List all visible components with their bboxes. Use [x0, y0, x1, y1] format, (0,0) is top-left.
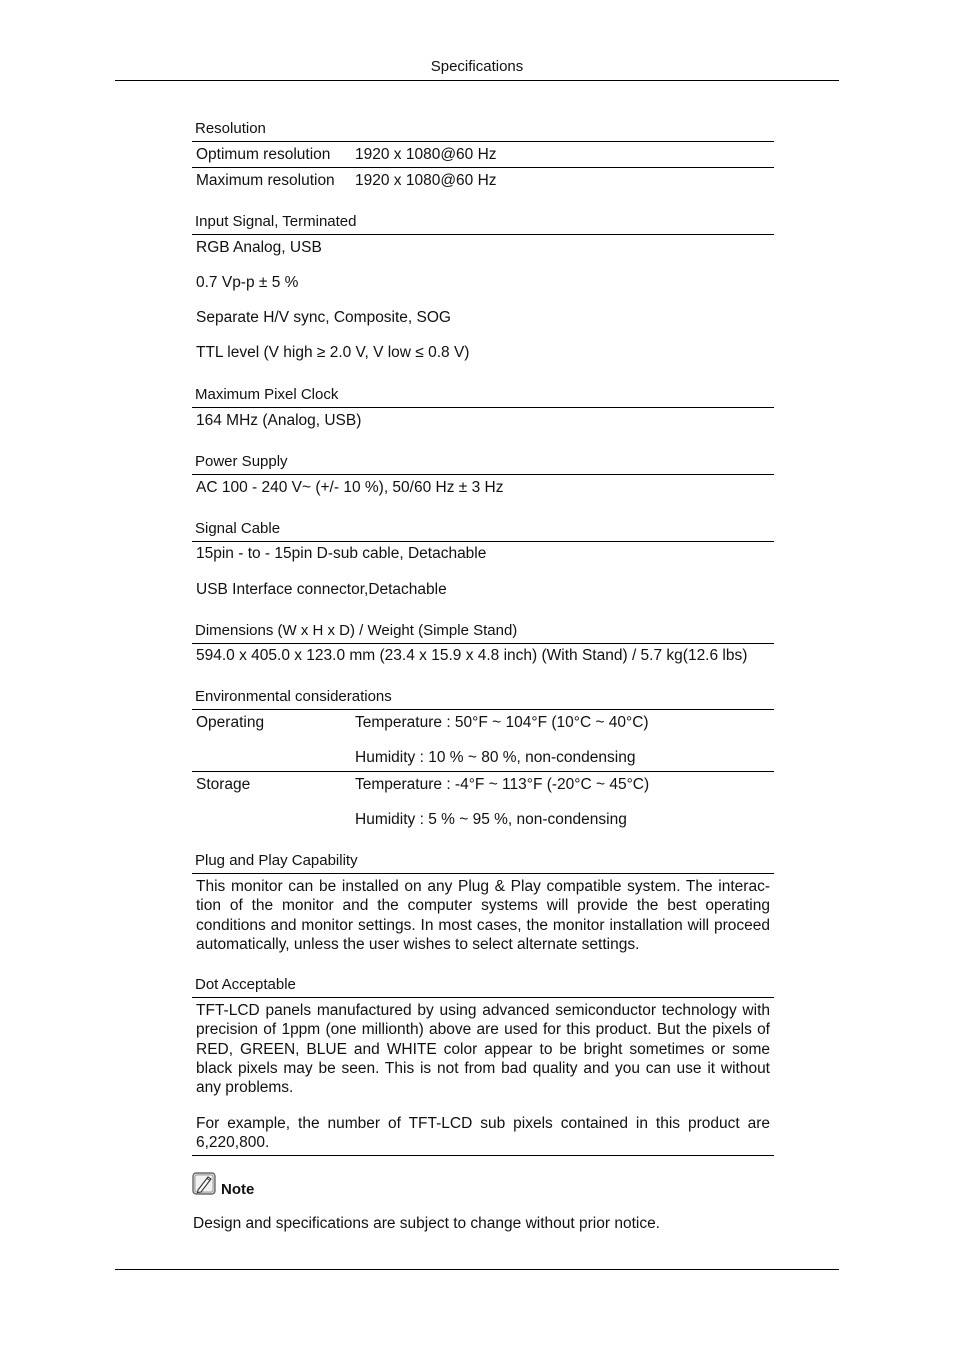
note-text: Design and specifications are subject to change without prior notice. [193, 1215, 660, 1232]
divider [192, 709, 774, 710]
env-storage-humidity: Humidity : 5 % ~ 95 %, non-condensing [355, 811, 627, 828]
divider [192, 1155, 774, 1156]
section-heading-environment: Environmental considerations [195, 688, 392, 705]
divider [192, 407, 774, 408]
input-signal-line: TTL level (V high ≥ 2.0 V, V low ≤ 0.8 V) [196, 344, 470, 361]
page-header-title: Specifications [430, 58, 524, 75]
input-signal-line: RGB Analog, USB [196, 239, 322, 256]
header-rule [115, 80, 839, 81]
signal-cable-line: 15pin - to - 15pin D-sub cable, Detachable [196, 545, 487, 562]
power-supply-value: AC 100 - 240 V~ (+/- 10 %), 50/60 Hz ± 3 Hz [196, 479, 504, 496]
section-heading-signal-cable: Signal Cable [195, 520, 281, 537]
divider [192, 167, 774, 168]
section-heading-pixel-clock: Maximum Pixel Clock [195, 386, 339, 403]
plug-and-play-text: This monitor can be installed on any Plug & Play compatible system. The interaction of the monitor and the computer systems will provide the best operating conditions and monitor settings. In most cases, the monitor installation will proceed automatically, unless the user wishes to select alternate settings. [196, 878, 770, 953]
divider [192, 771, 774, 772]
dot-acceptable-paragraph-1: TFT-LCD panels manufactured by using advanced semiconductor technology with precision of 1ppm (one millionth) above are used for this product. But the pixels of RED, GREEN, BLUE and WHITE color appear to be bright sometimes or some black pixels may be seen. This is not from bad quality and you can use it without any problems. [196, 1002, 770, 1097]
dot-acceptable-paragraph-2: For example, the number of TFT-LCD sub pixels contained in this product are 6,220,800. [196, 1115, 770, 1152]
section-heading-dimensions: Dimensions (W x H x D) / Weight (Simple Stand) [195, 622, 518, 639]
env-storage-label: Storage [196, 776, 251, 793]
section-heading-plug-and-play: Plug and Play Capability [195, 852, 358, 869]
input-signal-line: 0.7 Vp-p ± 5 % [196, 274, 299, 291]
divider [192, 997, 774, 998]
section-heading-power-supply: Power Supply [195, 453, 288, 470]
row-value-maximum: 1920 x 1080@60 Hz [355, 172, 497, 189]
env-storage-temperature: Temperature : -4°F ~ 113°F (-20°C ~ 45°C) [355, 776, 650, 793]
env-operating-humidity: Humidity : 10 % ~ 80 %, non-condensing [355, 749, 636, 766]
env-operating-temperature: Temperature : 50°F ~ 104°F (10°C ~ 40°C) [355, 714, 649, 731]
divider [192, 474, 774, 475]
footer-rule [115, 1269, 839, 1270]
signal-cable-line: USB Interface connector,Detachable [196, 581, 447, 598]
divider [192, 643, 774, 644]
section-heading-resolution: Resolution [195, 120, 266, 137]
input-signal-line: Separate H/V sync, Composite, SOG [196, 309, 451, 326]
dimensions-value: 594.0 x 405.0 x 123.0 mm (23.4 x 15.9 x 4.8 inch) (With Stand) / 5.7 kg(12.6 lbs) [196, 647, 748, 664]
note-label: Note [221, 1181, 255, 1198]
pixel-clock-value: 164 MHz (Analog, USB) [196, 412, 362, 429]
divider [192, 873, 774, 874]
note-pencil-icon [192, 1172, 216, 1195]
section-heading-dot-acceptable: Dot Acceptable [195, 976, 296, 993]
divider [192, 541, 774, 542]
divider [192, 141, 774, 142]
section-heading-input-signal: Input Signal, Terminated [195, 213, 357, 230]
row-label-maximum: Maximum resolution [196, 172, 335, 189]
divider [192, 234, 774, 235]
row-label-optimum: Optimum resolution [196, 146, 331, 163]
row-value-optimum: 1920 x 1080@60 Hz [355, 146, 497, 163]
env-operating-label: Operating [196, 714, 265, 731]
